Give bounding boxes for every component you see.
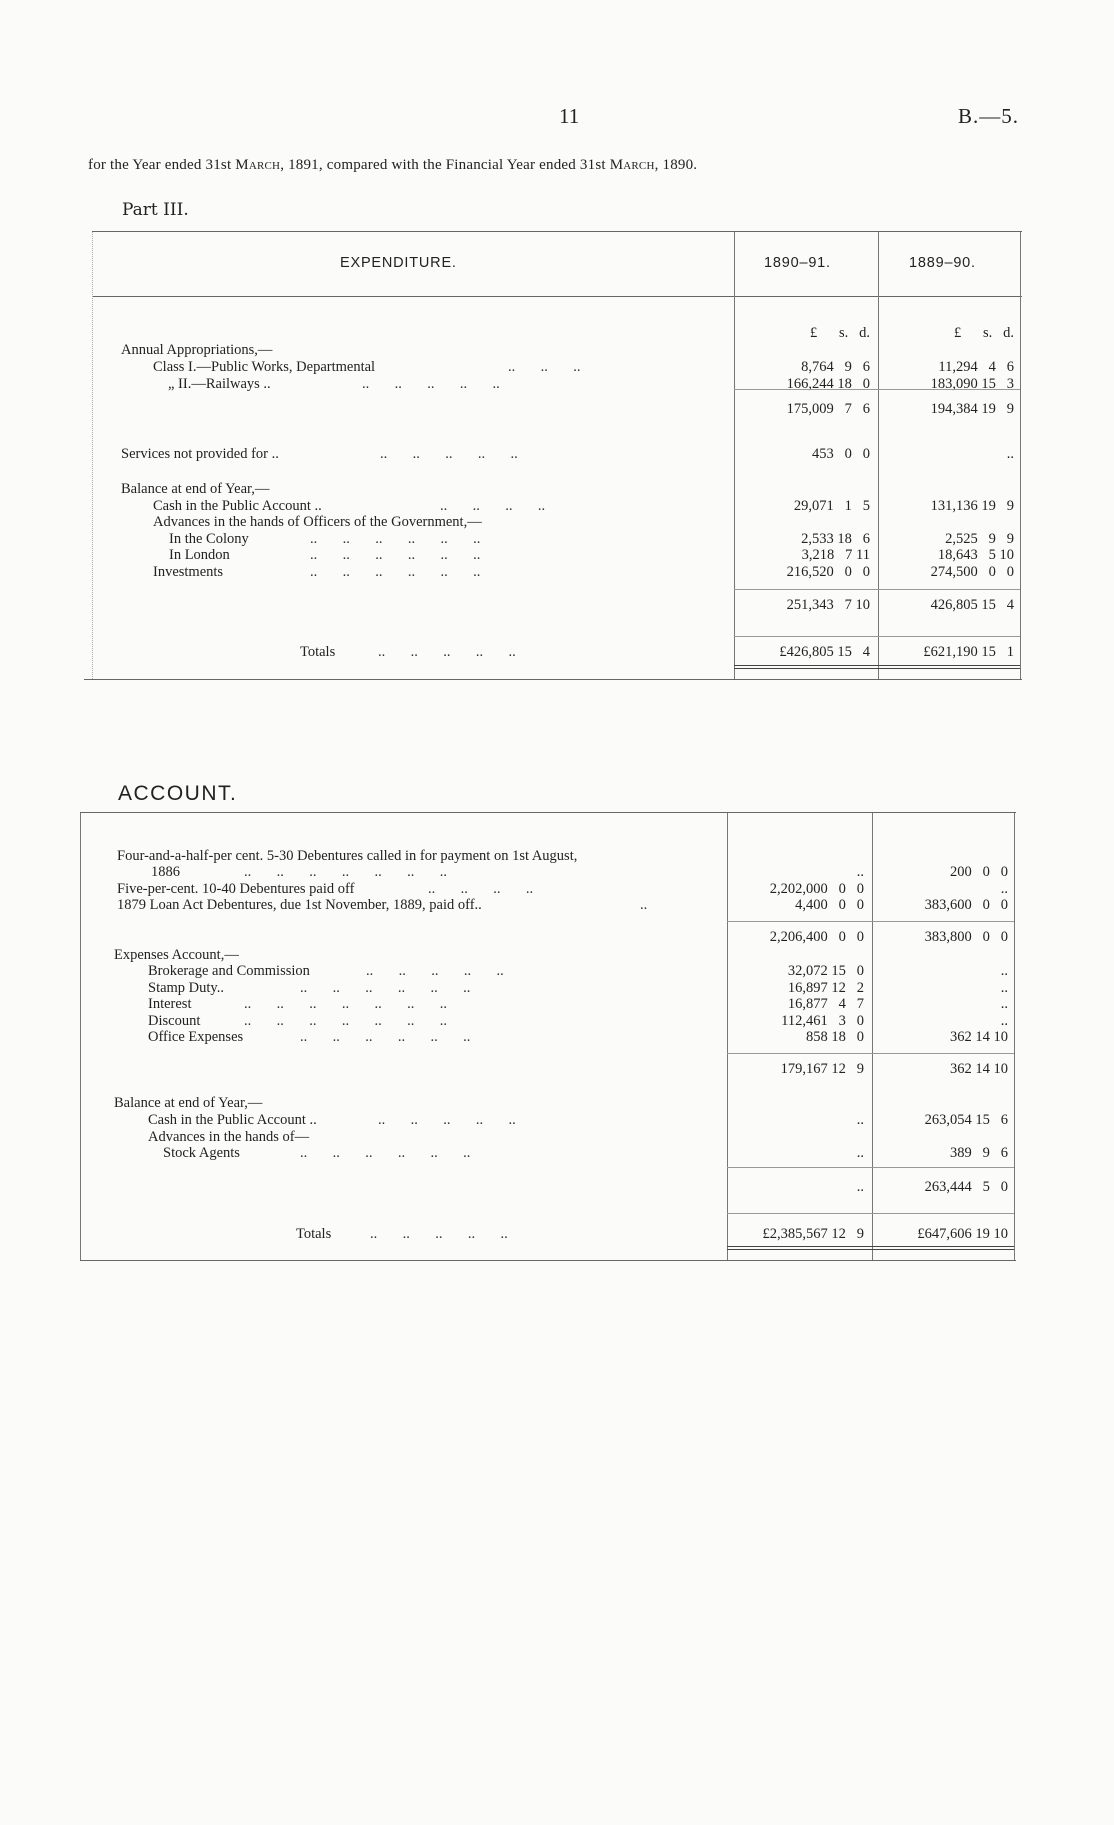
acct-amount-col2: 383,800 0 0 xyxy=(924,929,1008,945)
acct-row-label: Cash in the Public Account .. xyxy=(148,1112,317,1128)
acct-subtotal-rule-3a xyxy=(727,1167,872,1168)
acct-row-label: Stamp Duty.. xyxy=(148,980,224,996)
leader-dots: .. xyxy=(640,897,648,913)
acct-amount-col2: 389 9 6 xyxy=(950,1145,1008,1161)
exp-row-label: „ II.—Railways .. xyxy=(168,376,271,392)
exp-amount-col1: 8,764 9 6 xyxy=(801,359,870,375)
left-border xyxy=(92,232,93,679)
acct-row-label: Brokerage and Commission xyxy=(148,963,310,979)
document-reference: B.—5. xyxy=(958,104,1020,128)
caption-suffix: , 1890. xyxy=(654,157,698,173)
acct-amount-col2: 383,600 0 0 xyxy=(924,897,1008,913)
acct-amount-col2: 362 14 10 xyxy=(950,1029,1008,1045)
caption-prefix: for the Year ended 31st xyxy=(88,157,236,173)
acct-amount-col1: .. xyxy=(856,1179,864,1195)
leader-dots: .. .. .. .. .. xyxy=(366,963,504,979)
currency-units-1: £ s. d. xyxy=(809,325,870,341)
caption-month-2: March xyxy=(609,157,655,173)
exp-amount-col1: 251,343 7 10 xyxy=(786,597,870,613)
acct-amount-col1: 32,072 15 0 xyxy=(787,963,864,979)
acct-totals-rule-b xyxy=(872,1213,1014,1214)
acct-totals-double-rule-b xyxy=(872,1246,1014,1250)
acct-row-label: 1879 Loan Act Debentures, due 1st November, 1889, paid off.. xyxy=(117,897,482,913)
acct-amount-col1: 112,461 3 0 xyxy=(781,1013,864,1029)
exp-amount-col2: 274,500 0 0 xyxy=(930,564,1014,580)
expenditure-heading: EXPENDITURE. xyxy=(340,255,457,271)
account-top-rule xyxy=(80,812,1016,813)
exp-amount-col1: 453 0 0 xyxy=(812,446,870,462)
acct-row-label: Totals xyxy=(296,1226,332,1242)
acct-row-label: Balance at end of Year,— xyxy=(114,1095,263,1111)
exp-amount-col1: 216,520 0 0 xyxy=(786,564,870,580)
acct-amount-col1: .. xyxy=(856,1145,864,1161)
acct-amount-col2: .. xyxy=(1000,1013,1008,1029)
exp-row-label: Annual Appropriations,— xyxy=(121,342,273,358)
year-1890-91-heading: 1890–91. xyxy=(764,255,831,271)
exp-amount-col2: 11,294 4 6 xyxy=(938,359,1014,375)
leader-dots: .. .. .. xyxy=(508,359,581,375)
exp-amount-col1: 3,218 7 11 xyxy=(801,547,870,563)
exp-row-label: Advances in the hands of Officers of the Government,— xyxy=(153,514,482,530)
exp-amount-col2: .. xyxy=(1006,446,1014,462)
leader-dots: .. .. .. .. .. .. .. xyxy=(244,1013,447,1029)
leader-dots: .. .. .. .. .. xyxy=(378,1112,516,1128)
acct-row-label: Advances in the hands of— xyxy=(148,1129,310,1145)
table-top-rule xyxy=(92,231,1022,232)
caption-month-1: March xyxy=(235,157,281,173)
acct-subtotal-rule-1b xyxy=(872,921,1014,922)
leader-dots: .. .. .. .. .. .. .. xyxy=(244,864,447,880)
subtotal-rule-1a xyxy=(734,389,878,390)
leader-dots: .. .. .. .. .. xyxy=(378,644,516,660)
exp-amount-col2: 426,805 15 4 xyxy=(930,597,1014,613)
leader-dots: .. .. .. .. .. xyxy=(380,446,518,462)
acct-subtotal-rule-3b xyxy=(872,1167,1014,1168)
subtotal-rule-1b xyxy=(878,389,1020,390)
acct-amount-col2: 200 0 0 xyxy=(950,864,1008,880)
acct-row-label: Stock Agents xyxy=(163,1145,240,1161)
exp-amount-col2: 2,525 9 9 xyxy=(945,531,1014,547)
subtotal-rule-2a xyxy=(734,589,878,590)
acct-amount-col1: 179,167 12 9 xyxy=(780,1061,864,1077)
acct-subtotal-rule-2a xyxy=(727,1053,872,1054)
exp-row-label: Cash in the Public Account .. xyxy=(153,498,322,514)
acct-row-label: Office Expenses xyxy=(148,1029,244,1045)
exp-row-label: Services not provided for .. xyxy=(121,446,279,462)
exp-amount-col2: 18,643 5 10 xyxy=(937,547,1014,563)
leader-dots: .. .. .. .. .. .. xyxy=(300,980,471,996)
acct-amount-col2: 263,444 5 0 xyxy=(924,1179,1008,1195)
year-1889-90-heading: 1889–90. xyxy=(909,255,976,271)
totals-rule-a xyxy=(734,636,878,637)
account-heading: ACCOUNT. xyxy=(118,782,238,805)
part-label: Part III. xyxy=(122,200,189,220)
acct-totals-rule-a xyxy=(727,1213,872,1214)
leader-dots: .. .. .. .. .. .. xyxy=(300,1029,471,1045)
acct-amount-col2: £647,606 19 10 xyxy=(917,1226,1008,1242)
exp-amount-col2: 131,136 19 9 xyxy=(930,498,1014,514)
currency-units-2: £ s. d. xyxy=(953,325,1014,341)
acct-amount-col1: 858 18 0 xyxy=(806,1029,864,1045)
acct-amount-col2: .. xyxy=(1000,996,1008,1012)
exp-amount-col2: 194,384 19 9 xyxy=(930,401,1014,417)
exp-amount-col1: 2,533 18 6 xyxy=(801,531,870,547)
acct-amount-col1: .. xyxy=(856,864,864,880)
totals-rule-b xyxy=(878,636,1020,637)
acct-subtotal-rule-1a xyxy=(727,921,872,922)
exp-row-label: In the Colony xyxy=(169,531,249,547)
table-bottom-rule xyxy=(84,679,1022,680)
acct-row-label: Interest xyxy=(148,996,192,1012)
leader-dots: .. .. .. .. .. xyxy=(362,376,500,392)
col-divider-3 xyxy=(1020,232,1021,679)
exp-row-label: Investments xyxy=(153,564,224,580)
exp-amount-col1: 166,244 18 0 xyxy=(786,376,870,392)
account-col-divider-3 xyxy=(1014,813,1015,1260)
acct-amount-col1: 4,400 0 0 xyxy=(795,897,864,913)
acct-amount-col1: 16,877 4 7 xyxy=(787,996,864,1012)
leader-dots: .. .. .. .. .. .. xyxy=(300,1145,471,1161)
acct-row-label: Discount xyxy=(148,1013,201,1029)
exp-amount-col2: £621,190 15 1 xyxy=(923,644,1014,660)
acct-amount-col2: .. xyxy=(1000,881,1008,897)
acct-amount-col1: £2,385,567 12 9 xyxy=(762,1226,864,1242)
leader-dots: .. .. .. .. .. .. xyxy=(310,547,481,563)
exp-amount-col1: £426,805 15 4 xyxy=(779,644,870,660)
acct-amount-col2: 362 14 10 xyxy=(950,1061,1008,1077)
exp-amount-col2: 183,090 15 3 xyxy=(930,376,1014,392)
table-head-rule xyxy=(92,296,1022,297)
acct-row-label: 1886 xyxy=(151,864,180,880)
leader-dots: .. .. .. .. .. .. xyxy=(310,531,481,547)
leader-dots: .. .. .. .. .. .. xyxy=(310,564,481,580)
acct-amount-col2: .. xyxy=(1000,963,1008,979)
account-bottom-rule xyxy=(80,1260,1016,1261)
caption-middle: , 1891, compared with the Financial Year ended 31st xyxy=(280,157,610,173)
acct-totals-double-rule-a xyxy=(727,1246,872,1250)
exp-row-label: Balance at end of Year,— xyxy=(121,481,270,497)
acct-amount-col1: 2,202,000 0 0 xyxy=(769,881,864,897)
subtotal-rule-2b xyxy=(878,589,1020,590)
page-number: 11 xyxy=(559,104,580,128)
exp-amount-col1: 29,071 1 5 xyxy=(793,498,870,514)
acct-amount-col1: 16,897 12 2 xyxy=(787,980,864,996)
exp-amount-col1: 175,009 7 6 xyxy=(786,401,870,417)
acct-subtotal-rule-2b xyxy=(872,1053,1014,1054)
leader-dots: .. .. .. .. .. xyxy=(370,1226,508,1242)
totals-double-rule-a xyxy=(734,665,878,669)
exp-row-label: Totals xyxy=(300,644,336,660)
leader-dots: .. .. .. .. xyxy=(440,498,546,514)
leader-dots: .. .. .. .. xyxy=(428,881,534,897)
totals-double-rule-b xyxy=(878,665,1020,669)
account-left-border xyxy=(80,813,81,1260)
acct-amount-col1: 2,206,400 0 0 xyxy=(769,929,864,945)
caption xyxy=(88,157,697,174)
exp-row-label: In London xyxy=(169,547,230,563)
exp-row-label: Class I.—Public Works, Departmental xyxy=(153,359,376,375)
acct-row-label: Four-and-a-half-per cent. 5-30 Debentures called in for payment on 1st August, xyxy=(117,848,578,864)
acct-row-label: Expenses Account,— xyxy=(114,947,239,963)
acct-amount-col2: 263,054 15 6 xyxy=(924,1112,1008,1128)
acct-amount-col1: .. xyxy=(856,1112,864,1128)
leader-dots: .. .. .. .. .. .. .. xyxy=(244,996,447,1012)
acct-amount-col2: .. xyxy=(1000,980,1008,996)
acct-row-label: Five-per-cent. 10-40 Debentures paid off xyxy=(117,881,355,897)
